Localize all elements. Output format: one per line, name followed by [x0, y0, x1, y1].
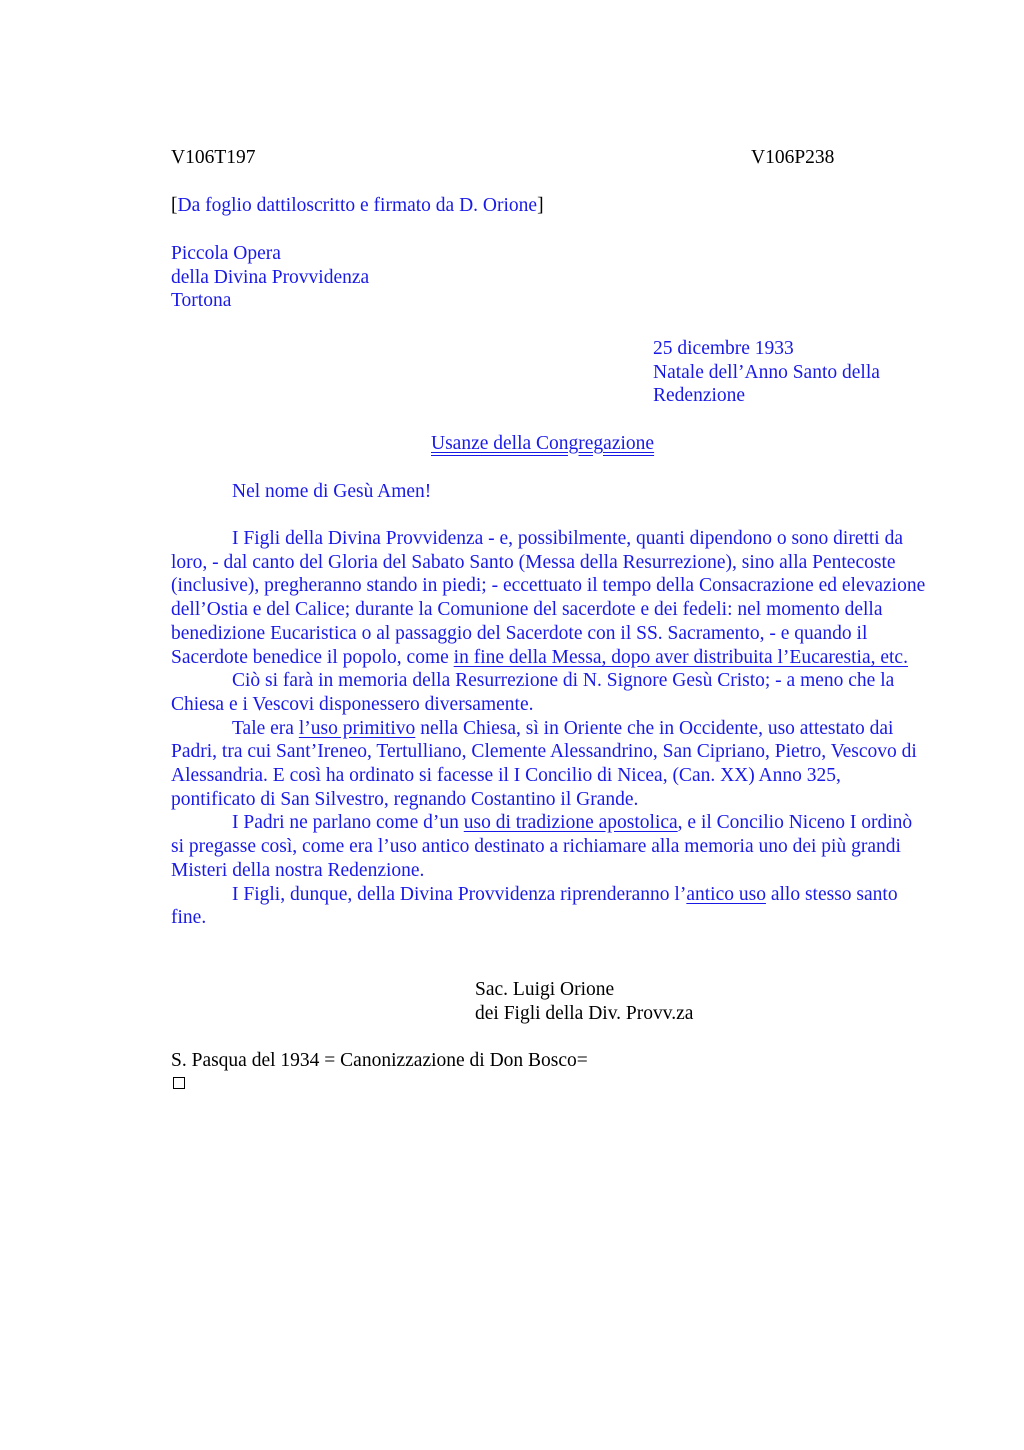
underlined-phrase: uso di tradizione apostolica [463, 812, 678, 834]
archive-code-right: V106P238 [751, 147, 835, 168]
dateline [653, 337, 880, 408]
paragraph-text: nella Chiesa, sì in Oriente che in Occidente, uso attestato dai Padri, tra cui Sant’Ireneo, Tertulliano, Clemente Alessandrino, San Cipriano, Pietro, Vescovo di Alessandria. E così ha ordinato si facesse il I Concilio di Nicea, (Can. XX) Anno 325, pontificato di San Silvestro, regnando Costantino il Grande. [171, 717, 917, 810]
date-line: Redenzione [653, 385, 746, 407]
paragraph-4 [171, 811, 926, 882]
body-text [171, 527, 926, 930]
sender-block [171, 242, 369, 313]
signature-line: dei Figli della Div. Provv.za [475, 1002, 694, 1024]
underlined-phrase: in fine della Messa, dopo aver distribuita l’Eucarestia, etc. [453, 646, 908, 668]
footnote: S. Pasqua del 1934 = Canonizzazione di Don Bosco= [171, 1050, 588, 1071]
sender-line: della Divina Provvidenza [171, 266, 370, 288]
signature [475, 978, 693, 1025]
document-title: Usanze della Congregazione [431, 433, 655, 454]
bracket-open: [ [171, 195, 178, 216]
date-line: Natale dell’Anno Santo della [653, 361, 880, 383]
sender-line: Piccola Opera [171, 243, 281, 264]
paragraph-5 [171, 883, 926, 930]
paragraph-3 [171, 717, 926, 812]
date-line: 25 dicembre 1933 [653, 338, 794, 359]
underlined-phrase: antico uso [686, 883, 766, 905]
paragraph-text: allo stesso santo fine. [171, 883, 898, 929]
paragraph-1 [171, 527, 926, 669]
checkbox-square-icon [173, 1077, 185, 1089]
invocation: Nel nome di Gesù Amen! [232, 481, 432, 502]
paragraph-text: Ciò si farà in memoria della Resurrezione di N. Signore Gesù Cristo; - a meno che la Chiesa e i Vescovi disponessero diversamente. [171, 670, 895, 715]
underlined-phrase: l’uso primitivo [298, 717, 416, 739]
source-note-text: Da foglio dattiloscritto e firmato da D. Orione [177, 195, 538, 216]
paragraph-text: , e il Concilio Niceno I ordinò si pregasse così, come era l’uso antico destinato a richiamare alla memoria uno dei più grandi Misteri della nostra Redenzione. [171, 812, 913, 881]
paragraph-2 [171, 669, 926, 716]
archive-code-left: V106T197 [171, 147, 256, 168]
signature-line: Sac. Luigi Orione [475, 979, 615, 1000]
bracket-close: ] [537, 195, 544, 216]
paragraph-text: I Padri ne parlano come d’un [232, 812, 464, 834]
paragraph-text: I Figli, dunque, della Divina Provvidenza riprenderanno l’ [232, 883, 687, 905]
source-note [171, 194, 544, 218]
paragraph-text: Tale era [232, 717, 299, 739]
sender-line: Tortona [171, 290, 232, 312]
paragraph-text: I Figli della Divina Provvidenza - e, possibilmente, quanti dipendono o sono diretti da loro, - dal canto del Gloria del Sabato Santo (Messa della Resurrezione), sino alla Pentecoste (inclusive), pregheranno stando in piedi; - eccettuato il tempo della Consacrazione ed elevazione dell’Ostia e del Calice; durante la Comunione del sacerdote e dei fedeli: nel momento della benedizione Eucaristica o al passaggio del Sacerdote con il SS. Sacramento, - e quando il Sacerdote benedice il popolo, come [171, 528, 926, 668]
